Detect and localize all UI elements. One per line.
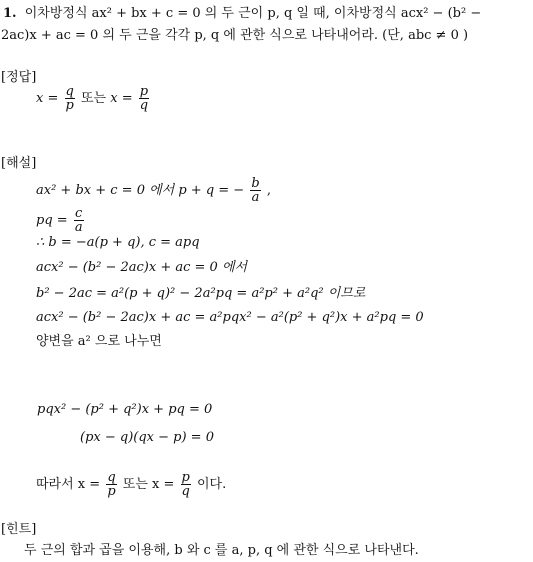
answer-x-eq-2: x = [110,91,133,106]
solution-conclusion-fraction-2 [181,471,191,498]
solution-l2-fraction [74,207,84,234]
solution-l1-den: a [251,190,260,205]
solution-conclusion-end: 이다. [197,477,227,492]
solution-l1-end: , [266,183,271,198]
solution-line-2 [36,206,86,236]
problem-line-1 [3,6,481,22]
solution-equation-2: (px − q)(qx − p) = 0 [80,430,214,445]
problem-text-2: 2ac)x + ac = 0 의 두 근을 각각 p, q 에 관한 식으로 나타내어라. (단, abc ≠ 0 ) [1,28,469,43]
solution-line-1 [36,176,271,206]
solution-l2-num: c [75,206,83,221]
solution-c2-num: p [181,470,190,485]
solution-line-5: b² − 2ac = a²(p + q)² − 2a²pq = a²p² + a²q² 이므로 [36,286,366,301]
solution-l1-fraction [250,177,260,204]
hint-header: [힌트] [1,522,37,537]
solution-equation-1: pqx² − (p² + q²)x + pq = 0 [37,402,213,417]
answer-fraction-1 [65,85,75,112]
solution-conclusion-start: 따라서 x = [36,477,101,492]
answer-f1-den: p [65,98,74,113]
problem-text-1: 이차방정식 ax² + bx + c = 0 의 두 근이 p, q 일 때, 이차방정식 acx² − (b² − [24,6,482,21]
solution-line-4: acx² − (b² − 2ac)x + ac = 0 에서 [36,260,248,275]
solution-l1-text: ax² + bx + c = 0 에서 p + q = − [36,183,245,198]
solution-l2-text: pq = [36,213,68,228]
answer-or: 또는 [80,91,107,106]
solution-c1-den: p [107,484,116,499]
solution-line-3: ∴ b = −a(p + q), c = apq [36,235,200,250]
answer-f2-num: p [139,84,149,99]
problem-line-2 [1,28,468,44]
answer-x-eq: x = [36,91,59,106]
solution-conclusion [36,470,226,500]
solution-c2-den: q [181,484,190,499]
solution-header: [해설] [1,156,37,171]
answer-expression [36,84,151,114]
solution-l1-num: b [251,176,260,191]
hint-text: 두 근의 합과 곱을 이용해, b 와 c 를 a, p, q 에 관한 식으로 나타낸다. [24,543,419,558]
answer-fraction-2 [139,85,149,112]
answer-f1-num: q [65,84,74,99]
answer-header: [정답] [1,70,37,85]
solution-c1-num: q [107,470,116,485]
problem-number: 1. [3,6,17,21]
solution-conclusion-fraction-1 [106,471,116,498]
solution-line-6: acx² − (b² − 2ac)x + ac = a²pqx² − a²(p² + q²)x + a²pq = 0 [36,310,424,325]
answer-f2-den: q [139,98,149,113]
solution-l2-den: a [74,220,83,235]
solution-line-7: 양변을 a² 으로 나누면 [36,334,162,349]
solution-conclusion-or: 또는 x = [122,477,175,492]
